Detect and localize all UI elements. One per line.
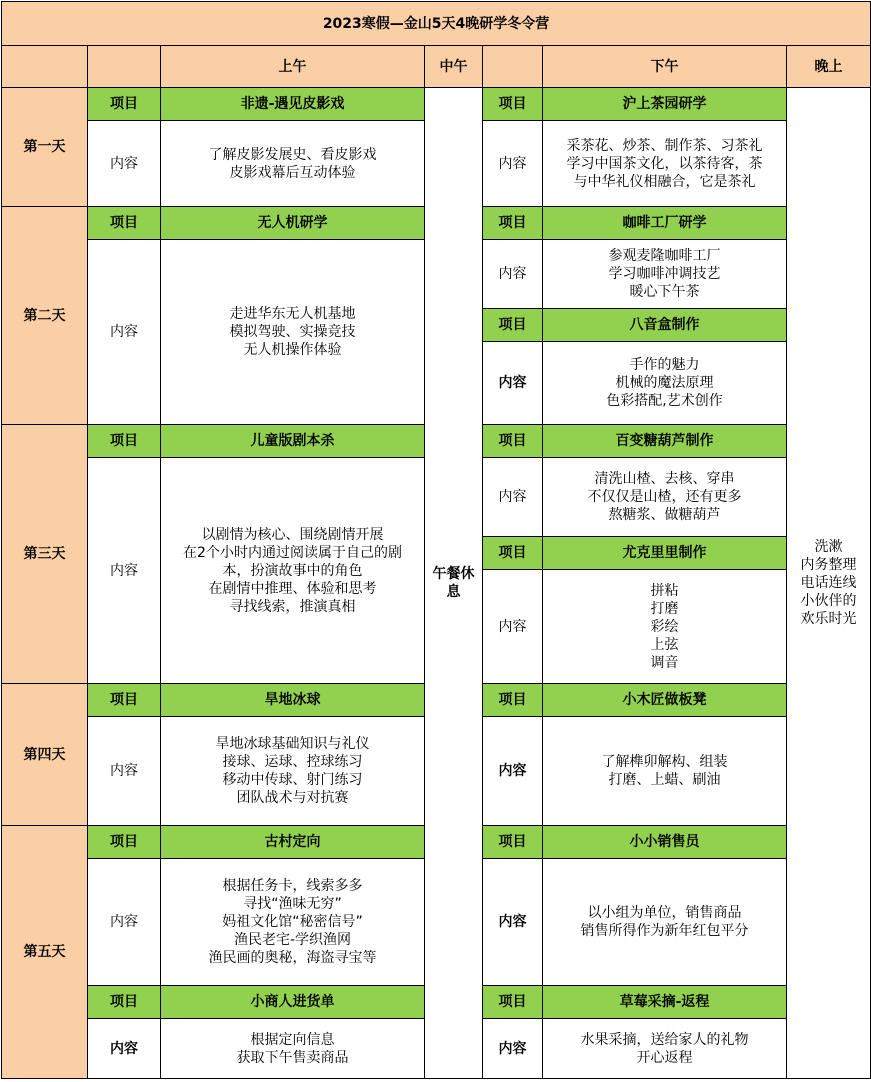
activity-content: 根据定向信息 获取下午售卖商品 [161, 1019, 425, 1079]
content-label: 内容 [88, 240, 161, 425]
item-label: 项目 [88, 826, 161, 859]
content-label: 内容 [483, 859, 543, 986]
day-label: 第五天 [2, 826, 88, 1079]
activity-title: 古村定向 [161, 826, 425, 859]
activity-title: 八音盒制作 [543, 309, 787, 342]
content-label: 内容 [88, 717, 161, 826]
activity-title: 无人机研学 [161, 207, 425, 240]
activity-title: 沪上茶园研学 [543, 88, 787, 121]
item-label: 项目 [483, 986, 543, 1019]
activity-title: 小商人进货单 [161, 986, 425, 1019]
activity-content: 走进华东无人机基地 模拟驾驶、实操竞技 无人机操作体验 [161, 240, 425, 425]
activity-title: 儿童版剧本杀 [161, 425, 425, 458]
activity-content: 水果采摘，送给家人的礼物 开心返程 [543, 1019, 787, 1079]
content-label: 内容 [88, 121, 161, 207]
activity-content: 清洗山楂、去核、穿串 不仅仅是山楂，还有更多 熬糖浆、做糖葫芦 [543, 458, 787, 537]
activity-title: 百变糖葫芦制作 [543, 425, 787, 458]
activity-title: 小木匠做板凳 [543, 684, 787, 717]
activity-content: 手作的魅力 机械的魔法原理 色彩搭配,艺术创作 [543, 342, 787, 425]
activity-content: 参观麦隆咖啡工厂 学习咖啡冲调技艺 暖心下午茶 [543, 240, 787, 309]
content-label: 内容 [483, 342, 543, 425]
content-label: 内容 [483, 458, 543, 537]
content-label: 内容 [88, 458, 161, 684]
day-label: 第四天 [2, 684, 88, 826]
activity-title: 草莓采摘-返程 [543, 986, 787, 1019]
header-blank [2, 46, 88, 88]
item-label: 项目 [88, 684, 161, 717]
item-label: 项目 [88, 207, 161, 240]
item-label: 项目 [483, 425, 543, 458]
activity-content: 拼粘 打磨 彩绘 上弦 调音 [543, 570, 787, 684]
activity-content: 旱地冰球基础知识与礼仪 接球、运球、控球练习 移动中传球、射门练习 团队战术与对抗赛 [161, 717, 425, 826]
activity-title: 尤克里里制作 [543, 537, 787, 570]
lunch-break-cell: 午餐休息 [425, 88, 483, 1079]
content-label: 内容 [483, 570, 543, 684]
page-title: 2023寒假—金山5天4晚研学冬令营 [2, 2, 871, 46]
activity-title: 非遗-遇见皮影戏 [161, 88, 425, 121]
activity-content: 根据任务卡，线索多多 寻找“渔味无穷” 妈祖文化馆“秘密信号” 渔民老宅-学织渔网 渔民画的奥秘，海盗寻宝等 [161, 859, 425, 986]
content-label: 内容 [483, 1019, 543, 1079]
content-label: 内容 [483, 121, 543, 207]
item-label: 项目 [483, 537, 543, 570]
item-label: 项目 [483, 88, 543, 121]
activity-title: 咖啡工厂研学 [543, 207, 787, 240]
item-label: 项目 [483, 684, 543, 717]
activity-content: 了解榫卯解构、组装 打磨、上蜡、刷油 [543, 717, 787, 826]
day-label: 第一天 [2, 88, 88, 207]
header-evening: 晚上 [787, 46, 871, 88]
header-blank-2 [88, 46, 161, 88]
evening-activities: 洗漱 内务整理 电话连线 小伙伴的 欢乐时光 [787, 88, 871, 1079]
content-label: 内容 [88, 1019, 161, 1079]
header-morning: 上午 [161, 46, 425, 88]
activity-content: 以剧情为核心、围绕剧情开展 在2个小时内通过阅读属于自己的剧 本，扮演故事中的角色 在剧情中推理、体验和思考 寻找线索，推演真相 [161, 458, 425, 684]
activity-content: 以小组为单位，销售商品 销售所得作为新年红包平分 [543, 859, 787, 986]
item-label: 项目 [483, 309, 543, 342]
content-label: 内容 [483, 717, 543, 826]
day-label: 第三天 [2, 425, 88, 684]
item-label: 项目 [483, 826, 543, 859]
header-afternoon: 下午 [543, 46, 787, 88]
content-label: 内容 [483, 240, 543, 309]
header-noon: 中午 [425, 46, 483, 88]
schedule-table [1, 1, 871, 1079]
day-label: 第二天 [2, 207, 88, 425]
item-label: 项目 [88, 425, 161, 458]
activity-content: 了解皮影发展史、看皮影戏 皮影戏幕后互动体验 [161, 121, 425, 207]
activity-content: 采茶花、炒茶、制作茶、习茶礼 学习中国茶文化，以茶待客，茶 与中华礼仪相融合，它是茶礼 [543, 121, 787, 207]
content-label: 内容 [88, 859, 161, 986]
item-label: 项目 [88, 88, 161, 121]
activity-title: 小小销售员 [543, 826, 787, 859]
item-label: 项目 [88, 986, 161, 1019]
header-blank-3 [483, 46, 543, 88]
activity-title: 旱地冰球 [161, 684, 425, 717]
item-label: 项目 [483, 207, 543, 240]
